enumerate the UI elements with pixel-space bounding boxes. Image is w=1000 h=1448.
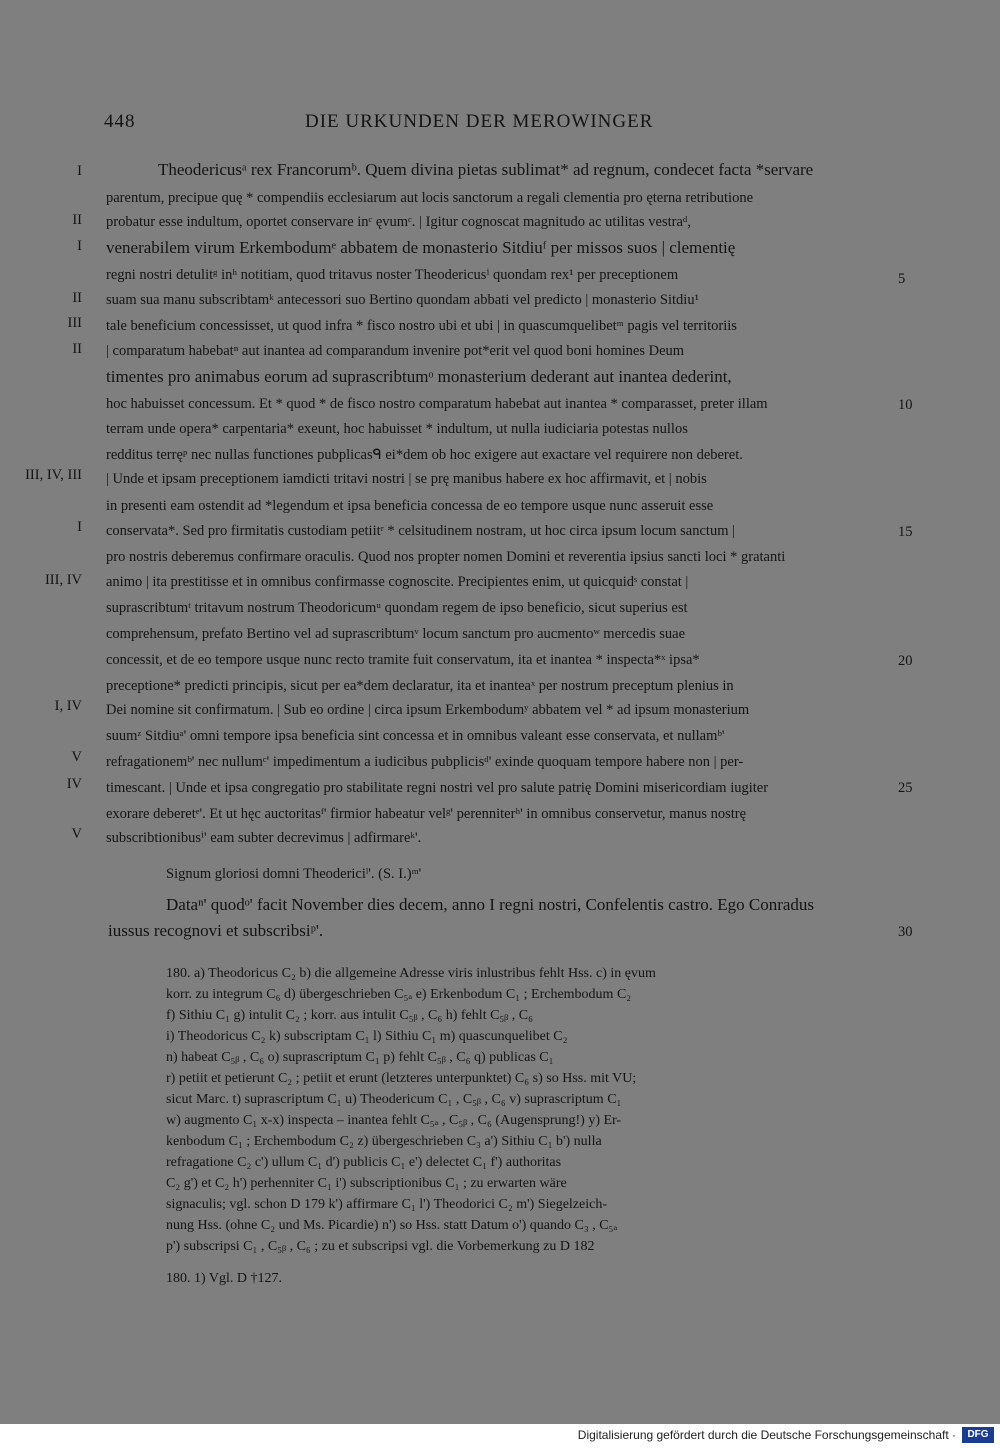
margin-source-label: I <box>77 238 82 254</box>
apparatus-line: refragatione C₂ c') ullum C₁ d') publicis C₁ e') delectet C₁ f') authoritas <box>166 1155 562 1170</box>
text-line: concessit, et de eo tempore usque nunc recto tramite fuit conservatum, ita et inantea * inspecta*ˣ ipsa* <box>106 652 700 668</box>
line-number: 10 <box>898 397 913 413</box>
apparatus-line: r) petiit et petierunt C₂ ; petiit et erunt (letzteres unterpunktet) C₆ s) so Hss. mit VU; <box>166 1071 637 1086</box>
text-line: animo | ita prestitisse et in omnibus confirmasse cognoscite. Precipientes enim, ut quicquidˢ constat | <box>106 574 689 590</box>
text-line: timescant. | Unde et ipsa congregatio pro stabilitate regni nostri vel pro salute patrię Domini misericordiam iugiter <box>106 780 769 796</box>
text-line: tale beneficium concessisset, ut quod infra * fisco nostro ubi et ubi | in quascumquelibetᵐ pagis vel territoriis <box>106 318 737 334</box>
text-line: pro nostris deberemus confirmare oraculis. Quod nos propter nomen Domini et reverentia ipsius sancti loci * gratanti <box>106 549 786 565</box>
text-line: redditus terręᵖ nec nullas functiones pubplicasᑫ ei*dem ob hoc exigere aut exactare vel requirere non deberet. <box>106 447 743 463</box>
text-line: in presenti eam ostendit ad *legendum et ipsa beneficia concessa de eo tempore usque nunc asseruit esse <box>106 498 714 514</box>
margin-source-label: V <box>71 749 82 765</box>
text-line: | comparatum habebatⁿ aut inantea ad comparandum invenire pot*erit vel quod boni homines Deum <box>106 343 685 359</box>
signum-line: Signum gloriosi domni Theodericiˡ'. (S. I.)ᵐ' <box>166 866 422 882</box>
text-line: terram unde opera* carpentaria* exeunt, hoc habuisset * indultum, ut nulla iudiciaria potestas nullos <box>106 421 688 437</box>
text-line: suumᶻ Sitdiuᵃ' omni tempore ipsa beneficia sint concessa et in omnibus valeant esse conservata, et nullamᵇ' <box>106 728 725 744</box>
text-line: subscribtionibusⁱ' eam subter decrevimus | adfirmareᵏ'. <box>106 830 422 846</box>
apparatus-line: C₂ g') et C₂ h') perhenniter C₁ i') subscriptionibus C₁ ; zu erwarten wäre <box>166 1176 567 1191</box>
text-line: regni nostri detulitᵍ inʰ notitiam, quod tritavus noster Theodericusⁱ quondam rex¹ per preceptionem <box>106 267 679 283</box>
footer-bar <box>0 1424 1000 1448</box>
margin-source-label: I, IV <box>54 698 82 714</box>
text-line: venerabilem virum Erkembodumᵉ abbatem de monasterio Sitdiuᶠ per missos suos | clementię <box>106 238 736 257</box>
text-line: Dei nomine sit confirmatum. | Sub eo ordine | circa ipsum Erkembodumʸ abbatem vel * ad ipsum monasterium <box>106 702 750 718</box>
running-title: DIE URKUNDEN DER MEROWINGER <box>305 111 654 132</box>
line-number: 25 <box>898 780 913 796</box>
margin-source-label: III <box>67 315 82 331</box>
apparatus-line: 180. a) Theodoricus C₂ b) die allgemeine Adresse viris inlustribus fehlt Hss. c) in ęvum <box>166 966 656 981</box>
text-line: parentum, precipue quę * compendiis ecclesiarum aut locis sanctorum a regali clementia pro ęterna retributione <box>106 190 754 206</box>
apparatus-line: kenbodum C₁ ; Erchembodum C₂ z) übergeschrieben C₃ a') Sithiu C₁ b') nulla <box>166 1134 602 1149</box>
apparatus-line: korr. zu integrum C₆ d) übergeschrieben C₅ₐ e) Erkenbodum C₁ ; Erchembodum C₂ <box>166 987 632 1002</box>
margin-source-label: III, IV <box>44 572 82 588</box>
margin-source-label: I <box>77 163 82 179</box>
margin-source-label: V <box>71 826 82 842</box>
apparatus-line: nung Hss. (ohne C₂ und Ms. Picardie) n') so Hss. statt Datum o') quando C₃ , C₅ₐ <box>166 1218 618 1233</box>
margin-source-label: IV <box>66 776 82 792</box>
text-line: preceptione* predicti principis, sicut per ea*dem declaratur, ita et inanteaˣ per nostrum preceptum plenius in <box>106 678 734 694</box>
margin-source-label: II <box>72 290 82 306</box>
text-line: Theodericusᵃ rex Francorumᵇ. Quem divina pietas sublimat* ad regnum, condecet facta *servare <box>158 160 814 179</box>
text-line: hoc habuisset concessum. Et * quod * de fisco nostro comparatum habebat aut inantea * comparasset, preter illam <box>106 396 768 412</box>
margin-source-label: III, IV, III <box>25 467 82 483</box>
text-line: suprascribtumᵗ tritavum nostrum Theodoricumᵘ quondam regem de ipso beneficio, sicut superius est <box>106 600 688 616</box>
dfg-logo: DFG <box>962 1427 994 1443</box>
line-number: 15 <box>898 524 913 540</box>
apparatus-line: sicut Marc. t) suprascriptum C₁ u) Theodericum C₁ , C₅ᵦ , C₆ v) suprascriptum C₁ <box>166 1092 622 1107</box>
line-number: 5 <box>898 271 906 287</box>
margin-source-label: II <box>72 341 82 357</box>
text-line: exorare deberetᵉ'. Et ut hęc auctoritasᶠ' firmior habeatur velᵍ' perenniterʰ' in omnibus conservetur, manus nostrę <box>106 806 747 822</box>
apparatus-line: n) habeat C₅ᵦ , C₆ o) suprascriptum C₁ p) fehlt C₅ᵦ , C₆ q) publicas C₁ <box>166 1050 554 1065</box>
text-line: conservata*. Sed pro firmitatis custodiam petiitʳ * celsitudinem nostram, ut hoc circa ipsum locum sanctum | <box>106 523 736 539</box>
apparatus-line: w) augmento C₁ x-x) inspecta – inantea fehlt C₅ₐ , C₅ᵦ , C₆ (Augensprung!) y) Er- <box>166 1113 622 1128</box>
text-line: suam sua manu subscribtamᵏ antecessori suo Bertino quondam abbati vel predicto | monasterio Sitdiu¹ <box>106 292 699 308</box>
line-number: 20 <box>898 653 913 669</box>
apparatus-line: signaculis; vgl. schon D 179 k') affirmare C₁ l') Theodorici C₂ m') Siegelzeich- <box>166 1197 607 1212</box>
footnote-reference: 180. 1) Vgl. D †127. <box>166 1271 283 1286</box>
datum-line-2: iussus recognovi et subscribsiᵖ'. <box>108 921 324 940</box>
apparatus-line: f) Sithiu C₁ g) intulit C₂ ; korr. aus intulit C₅ᵦ , C₆ h) fehlt C₅ᵦ , C₆ <box>166 1008 533 1023</box>
line-number: 30 <box>898 924 913 940</box>
footer-credit: Digitalisierung gefördert durch die Deutsche Forschungsgemeinschaft · <box>577 1428 956 1442</box>
apparatus-line: i) Theodoricus C₂ k) subscriptam C₁ l) Sithiu C₁ m) quascunquelibet C₂ <box>166 1029 568 1044</box>
datum-line: Dataⁿ' quodᵒ' facit November dies decem, anno I regni nostri, Confelentis castro. Ego Conradus <box>166 895 815 914</box>
text-line: comprehensum, prefato Bertino vel ad suprascribtumᵛ locum sanctum pro aucmentoʷ mercedis suae <box>106 626 686 642</box>
margin-source-label: II <box>72 212 82 228</box>
text-line: | Unde et ipsam preceptionem iamdicti tritavi nostri | se prę manibus habere ex hoc affirmavit, et | nobis <box>106 471 707 487</box>
text-line: refragationemᵇ' nec nullumᶜ' impedimentum a iudicibus pubplicisᵈ' exinde quoquam tempore habere non | per- <box>106 754 744 770</box>
apparatus-line: p') subscripsi C₁ , C₅ᵦ , C₆ ; zu et subscripsi vgl. die Vorbemerkung zu D 182 <box>166 1239 595 1254</box>
page-number: 448 <box>104 111 136 132</box>
margin-source-label: I <box>77 519 82 535</box>
text-line: probatur esse indultum, oportet conservare inᶜ ęvumᶜ. | Igitur cognoscat magnitudo ac utilitas vestraᵈ, <box>106 214 692 230</box>
text-line: timentes pro animabus eorum ad suprascribtumᵒ monasterium dederant aut inantea dederint, <box>106 367 732 386</box>
